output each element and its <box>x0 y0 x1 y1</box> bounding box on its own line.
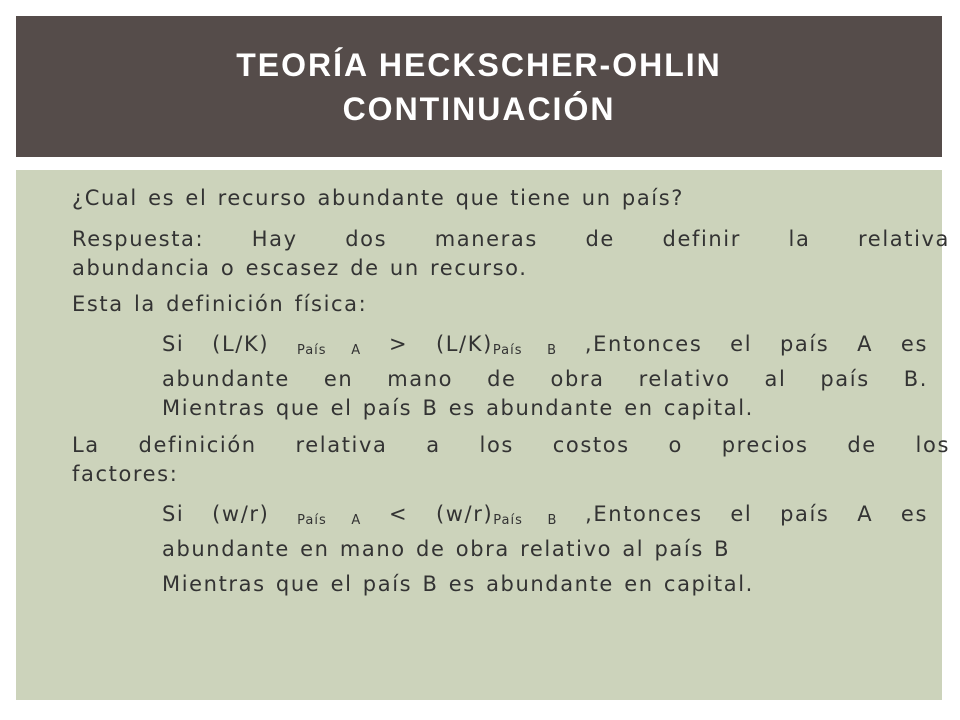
physical-rule-subscript-b: País B <box>492 343 558 358</box>
physical-rule-prefix: Si (L/K) <box>162 332 297 356</box>
physical-rule-subscript-a: País A <box>296 343 362 358</box>
physical-intro-text: Esta la definición física: <box>72 292 368 316</box>
price-rule-line-1 <box>162 500 928 535</box>
physical-rule-block <box>162 330 928 423</box>
price-rule-prefix: Si (w/r) <box>162 502 298 526</box>
price-rule-subscript-b: País B <box>493 513 558 528</box>
physical-rule-suffix: ,Entonces el país A es <box>557 332 928 356</box>
content-box <box>16 170 950 700</box>
relative-intro-line-2: factores: <box>72 462 179 486</box>
price-rule-block <box>162 500 928 599</box>
physical-rule-line-2: abundante en mano de obra relativo al país B. <box>162 367 928 391</box>
question-paragraph <box>72 184 950 213</box>
relative-definition-intro <box>72 431 950 489</box>
price-rule-subscript-a: País A <box>297 513 362 528</box>
relative-intro-line-1: La definición relativa a los costos o precios de los <box>72 433 950 457</box>
physical-rule-line-3: Mientras que el país B es abundante en capital. <box>162 396 754 420</box>
question-text: ¿Cual es el recurso abundante que tiene un país? <box>72 186 685 210</box>
physical-rule-line-1 <box>162 330 928 365</box>
answer-paragraph <box>72 225 950 283</box>
slide-title-line-1: TEORÍA HECKSCHER-OHLIN <box>236 46 722 83</box>
price-rule-line-2: abundante en mano de obra relativo al país B <box>162 537 731 561</box>
title-bar <box>16 16 942 157</box>
physical-definition-intro <box>72 290 950 319</box>
price-rule-suffix: ,Entonces el país A es <box>557 502 928 526</box>
slide-title-line-2: CONTINUACIÓN <box>342 90 616 127</box>
physical-rule-middle: > (L/K) <box>361 332 493 356</box>
answer-line-1: Respuesta: Hay dos maneras de definir la relativa <box>72 227 950 251</box>
price-rule-line-3: Mientras que el país B es abundante en capital. <box>162 572 754 596</box>
answer-line-2: abundancia o escasez de un recurso. <box>72 256 528 280</box>
price-rule-middle: < (w/r) <box>361 502 494 526</box>
